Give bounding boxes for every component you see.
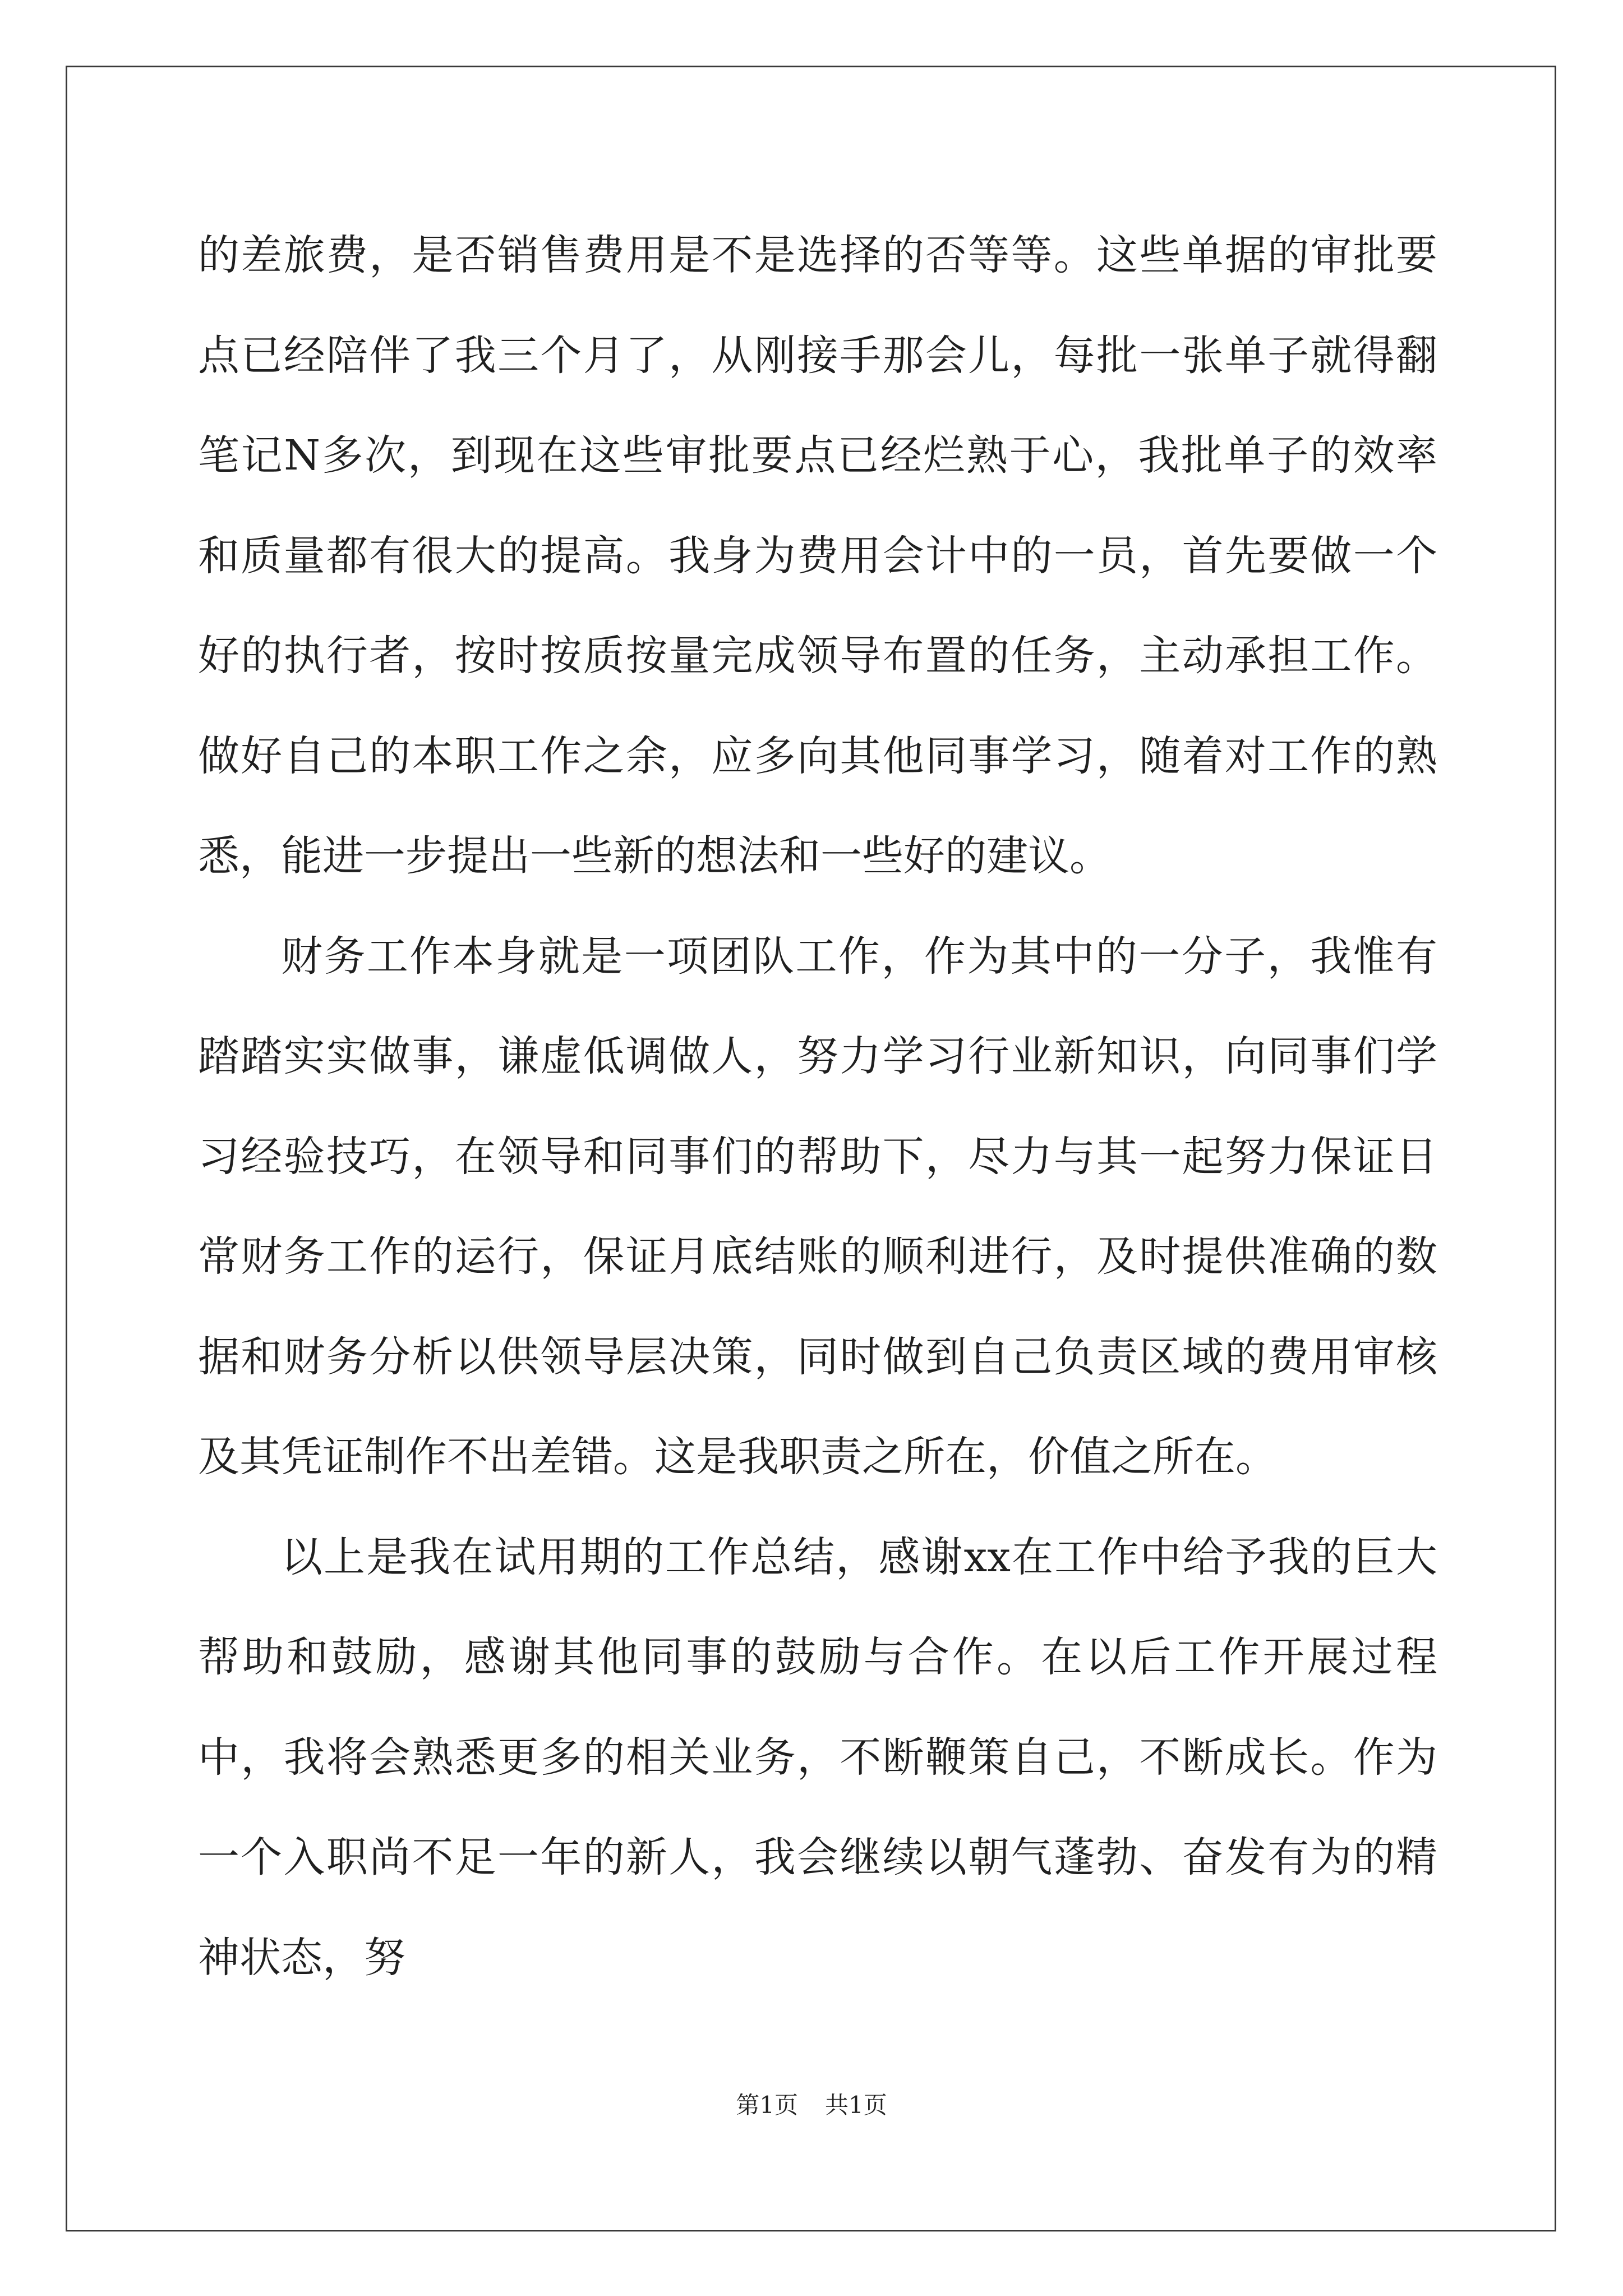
paragraph-summary: 以上是我在试用期的工作总结，感谢xx在工作中给予我的巨大帮助和鼓励，感谢其他同事的鼓励与合作。在以后工作开展过程中，我将会熟悉更多的相关业务，不断鞭策自己，不断成长。作为一个入职尚不足一年的新人，我会继续以朝气蓬勃、奋发有为的精神状态，努 — [198, 1533, 1437, 1982]
page-number-current: 第1页 — [736, 2091, 798, 2119]
paragraph-team-work: 财务工作本身就是一项团队工作，作为其中的一分子，我惟有踏踏实实做事，谦虚低调做人，努力学习行业新知识，向同事们学习经验技巧，在领导和同事们的帮助下，尽力与其一起努力保证日常财务工作的运行，保证月底结账的顺利进行，及时提供准确的数据和财务分析以供领导层决策，同时做到自己负责区域的费用审核及其凭证制作不出差错。这是我职责之所在，价值之所在。 — [198, 932, 1437, 1481]
page-footer — [0, 2087, 1623, 2120]
document-body — [198, 205, 1437, 2008]
paragraph-continued: 的差旅费，是否销售费用是不是选择的否等等。这些单据的审批要点已经陪伴了我三个月了，从刚接手那会儿，每批一张单子就得翻笔记N多次，到现在这些审批要点已经烂熟于心，我批单子的效率和质量都有很大的提高。我身为费用会计中的一员，首先要做一个好的执行者，按时按质按量完成领导布置的任务，主动承担工作。做好自己的本职工作之余，应多向其他同事学习，随着对工作的熟悉，能进一步提出一些新的想法和一些好的建议。 — [198, 231, 1437, 880]
page-number-total: 共1页 — [825, 2091, 887, 2119]
